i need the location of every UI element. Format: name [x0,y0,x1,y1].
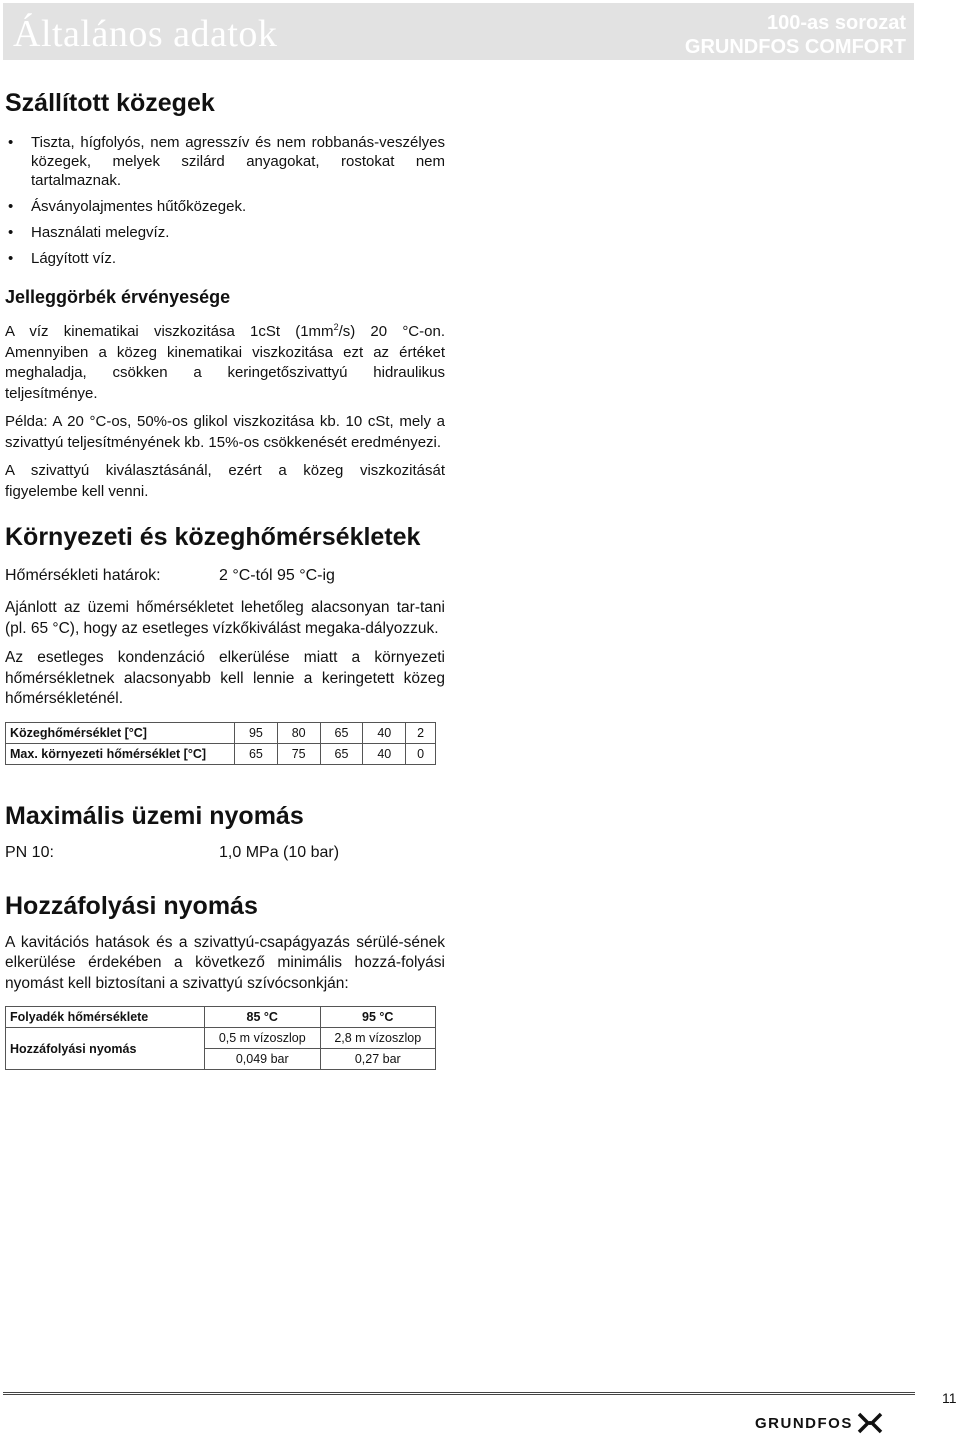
list-item: • Lágyított víz. [5,249,445,268]
series-line-1: 100-as sorozat [767,12,906,34]
table-row-label: Max. környezeti hőmérséklet [°C] [6,743,235,764]
page-title: Általános adatok [13,13,278,55]
table-row [6,743,436,764]
table-cell: 2,8 m vízoszlop [320,1028,436,1049]
table-cell: 2 [406,722,436,743]
table-row [6,1007,436,1028]
table-row [6,1028,436,1049]
page-header [3,3,914,60]
heading-max-pressure: Maximális üzemi nyomás [5,801,304,830]
grundfos-logo [755,1412,883,1434]
recommendation-paragraph: Ajánlott az üzemi hőmérsékletet lehetőleg alacsonyan tar-tani (pl. 65 °C), hogy az esetleges vízkőkiválást megaka-dályozzuk. [5,599,445,637]
viscosity-paragraph: A víz kinematikai viszkozitása 1cSt $(1mm^2/s)$ 20 °C-on. Amennyiben a közeg kinematikai viszkozitása ezt az értéket meghaladja, csökken a keringetőszivattyú hidraulikus teljesítménye. [5,322,445,402]
list-item: • Ásványolajmentes hűtőközegek. [5,197,445,216]
list-item: • Használati melegvíz. [5,223,445,242]
table-cell: 0,049 bar [205,1049,321,1070]
list-item: • Tiszta, hígfolyós, nem agresszív és nem robbanás-veszélyes közegek, melyek szilárd anyagokat, rostokat nem tartalmaznak. [5,133,445,190]
table-cell: 75 [277,743,320,764]
heading-temperatures: Környezeti és közeghőmérsékletek [5,523,421,551]
table-cell: 65 [235,743,278,764]
series-label [685,11,906,59]
table-row-label: Közeghőmérséklet [°C] [6,722,235,743]
pressure-rating-label: PN 10: [5,843,54,861]
table-row [6,722,436,743]
temperature-limits-label: Hőmérsékleti határok: [5,567,161,584]
table-row-label: Hozzáfolyási nyomás [6,1028,205,1070]
table-header-cell: 85 °C [205,1007,321,1028]
inlet-pressure-table [5,1006,436,1070]
heading-curve-validity: Jelleggörbék érvényesége [5,287,231,307]
table-cell: 65 [320,743,363,764]
media-list [5,133,445,268]
table-cell: 0,5 m vízoszlop [205,1028,321,1049]
grundfos-x-icon [857,1412,883,1434]
table-cell: 0 [406,743,436,764]
pressure-rating [5,843,445,863]
example-paragraph: Példa: A 20 °C-os, 50%-os glikol viszkozitása kb. 10 cSt, mely a szivattyú teljesítményének kb. 15%-os csökkenését eredményezi. [5,413,445,451]
temperature-table [5,722,436,765]
page-number: 11 [942,1390,957,1406]
main-content [5,88,445,1070]
table-cell: 80 [277,722,320,743]
table-cell: 40 [363,743,406,764]
temperature-limits-value: 2 °C-tól 95 °C-ig [219,567,335,584]
table-cell: 95 [235,722,278,743]
pressure-rating-value: 1,0 MPa (10 bar) [219,843,340,861]
heading-transported-media: Szállított közegek [5,89,215,117]
table-header-cell: 95 °C [320,1007,436,1028]
inlet-pressure-paragraph: A kavitációs hatások és a szivattyú-csapágyazás sérülé-sének elkerülése érdekében a következő minimális hozzá-folyási nyomást kell biztosítani a szivattyú szívócsonkján: [5,933,445,992]
footer-divider [3,1392,915,1398]
logo-text: GRUNDFOS [755,1414,853,1432]
heading-inlet-pressure: Hozzáfolyási nyomás [5,891,258,920]
superscript: 2 [333,322,339,332]
table-cell: 65 [320,722,363,743]
condensation-paragraph: Az esetleges kondenzáció elkerülése miatt a környezeti hőmérsékletnek alacsonyabb kell lennie a keringetett közeg hőmérsékleténél. [5,649,445,707]
temperature-limits [5,566,445,586]
table-cell: 0,27 bar [320,1049,436,1070]
table-cell: 40 [363,722,406,743]
selection-paragraph: A szivattyú kiválasztásánál, ezért a közeg viszkozitását figyelembe kell venni. [5,462,445,500]
table-row-label: Folyadék hőmérséklete [6,1007,205,1028]
series-line-2: GRUNDFOS COMFORT [684,36,906,58]
